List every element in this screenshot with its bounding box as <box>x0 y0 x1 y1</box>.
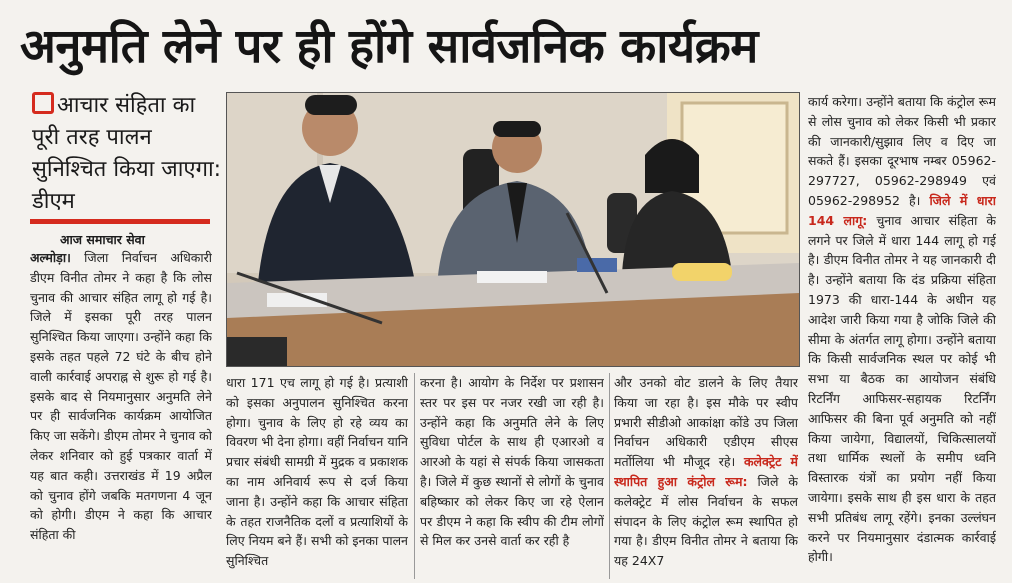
dateline: अल्मोड़ा। <box>30 250 71 265</box>
article-column-3 <box>420 373 604 583</box>
headline: अनुमति लेने पर ही होंगे सार्वजनिक कार्यक्रम <box>20 19 758 74</box>
column-2-text: धारा 171 एच लागू हो गई है। प्रत्याशी को इसका अनुपालन सुनिश्चित करना होगा। चुनाव के लिए हो रहे व्यय का विवरण भी देना होगा। वहीं निर्वाचन यानि प्रचार संबंधी सामग्री में मुद्रक व प्रकाशक का नाम अनिवार्य रूप से दर्ज किया जाना है। उन्होंने कहा कि आचार संहिता के तहत राजनैतिक दलों व प्रत्याशियों के लिए नियम बने हैं। सभी को इनका पालन सुनिश्चित <box>226 375 408 569</box>
column-4-text-2: जिले के कलेक्ट्रेट में लोस निर्वाचन के सफल संपादन के लिए कंट्रोल रूम स्थापित हो गया है। डीएम विनीत तोमर ने बताया कि यह 24X7 <box>614 473 798 569</box>
byline: आज समाचार सेवा <box>60 232 145 247</box>
press-conference-photo <box>226 92 800 367</box>
kicker <box>32 90 222 218</box>
red-rule <box>30 219 210 224</box>
column-5-text: कार्य करेगा। उन्होंने बताया कि कंट्रोल रूम से लोस चुनाव को लेकर किसी भी प्रकार की जानकारी/सुझाव लिए व दिए जा सकते हैं। इसका दूरभाष नम्बर 05962-297727, 05962-298949 एवं 05962-298952 है। <box>808 94 996 208</box>
kicker-text: आचार संहिता का पूरी तरह पालन सुनिश्चित किया जाएगा: डीएम <box>32 93 222 214</box>
article-column-2 <box>226 373 408 583</box>
column-divider <box>414 373 415 579</box>
column-divider <box>609 373 610 579</box>
article-column-1 <box>30 248 212 578</box>
photo-illustration <box>227 93 799 366</box>
column-5-text-2: चुनाव आचार संहिता के लगने पर जिले में धारा 144 लागू हो गई है। डीएम विनीत तोमर ने यह जानकारी दी है। उन्होंने बताया कि दंड प्रक्रिया संहिता 1973 की धारा-144 के अधीन यह आदेश जारी किया गया है जोकि जिले की सीमा के अंतर्गत लागू होगा। उन्होंने बताया कि किसी सार्वजनिक स्थल पर कोई भी सभा या बैठक का आयोजन संबंधि रिटर्निंग आफिसर-सहायक रिटर्निंग आफिसर की बिना पूर्व अनुमति को नहीं किया जायेगा, विद्यालयों, चिकित्सालयों तथा धार्मिक स्थलों के समीप ध्वनि विस्तारक यंत्रों का प्रयोग नहीं किया जायेगा। इसके साथ ही इस धारा के तहत सभी प्रतिबंध लागू रहेंगे। इनका उल्लंघन करने पर नियमानुसार दंडात्मक कार्रवाई होगी। <box>808 212 996 565</box>
column-1-text: जिला निर्वाचन अधिकारी डीएम विनीत तोमर ने कहा है कि लोस चुनाव की आचार संहित लागू हो गई है। जिले में इसका पूरी तरह पालन सुनिश्चित किया जाएगा। उन्होंने कहा कि इसके तहत पहले 72 घंटे के बीच होने वाली कार्रवाई अपराह्न से शुरू हो गई है। इसके बाद से नियमानुसार अनुमति लेने पर ही सार्वजनिक कार्यक्रम आयोजित किए जा सकेंगे। डीएम तोमर ने चुनाव को लेकर शनिवार को हुई पत्रकार वार्ता में यह बात कही। उत्तराखंड में 19 अप्रैल को चुनाव होंगे जबकि मतगणना 4 जून को होगी। डीएम ने कहा कि आचार संहिता की <box>30 250 212 543</box>
subhead-control-room: कलेक्ट्रेट में स्थापित हुआ कंट्रोल रूम: <box>614 454 798 489</box>
column-4-text: और उनको वोट डालने के लिए तैयार किया जा रहा है। इस मौके पर स्वीप प्रभारी सीडीओ आकांक्षा कोंडे उप जिला निर्वाचन अधिकारी एडीएम सीएस मर्तोलिया भी मौजूद रहे। <box>614 375 798 470</box>
article-column-4 <box>614 373 798 583</box>
bullet-square-icon <box>32 92 54 114</box>
column-3-text: करना है। आयोग के निर्देश पर प्रशासन स्तर पर इस पर नजर रखी जा रही है। उन्होंने कहा कि अनुमति लेने के लिए सुविधा पोर्टल के साथ ही एआरओ व आरओ के यहां से संपर्क किया जासकता है। जिले में कुछ स्थानों से लोगों के चुनाव बहिष्कार को लेकर किए जा रहे ऐलान पर डीएम ने कहा कि स्वीप की टीम लोगों से मिल कर उनसे वार्ता कर रही है <box>420 375 604 549</box>
subhead-section-144: जिले में धारा 144 लागू: <box>808 192 996 228</box>
article-column-5 <box>808 92 996 582</box>
